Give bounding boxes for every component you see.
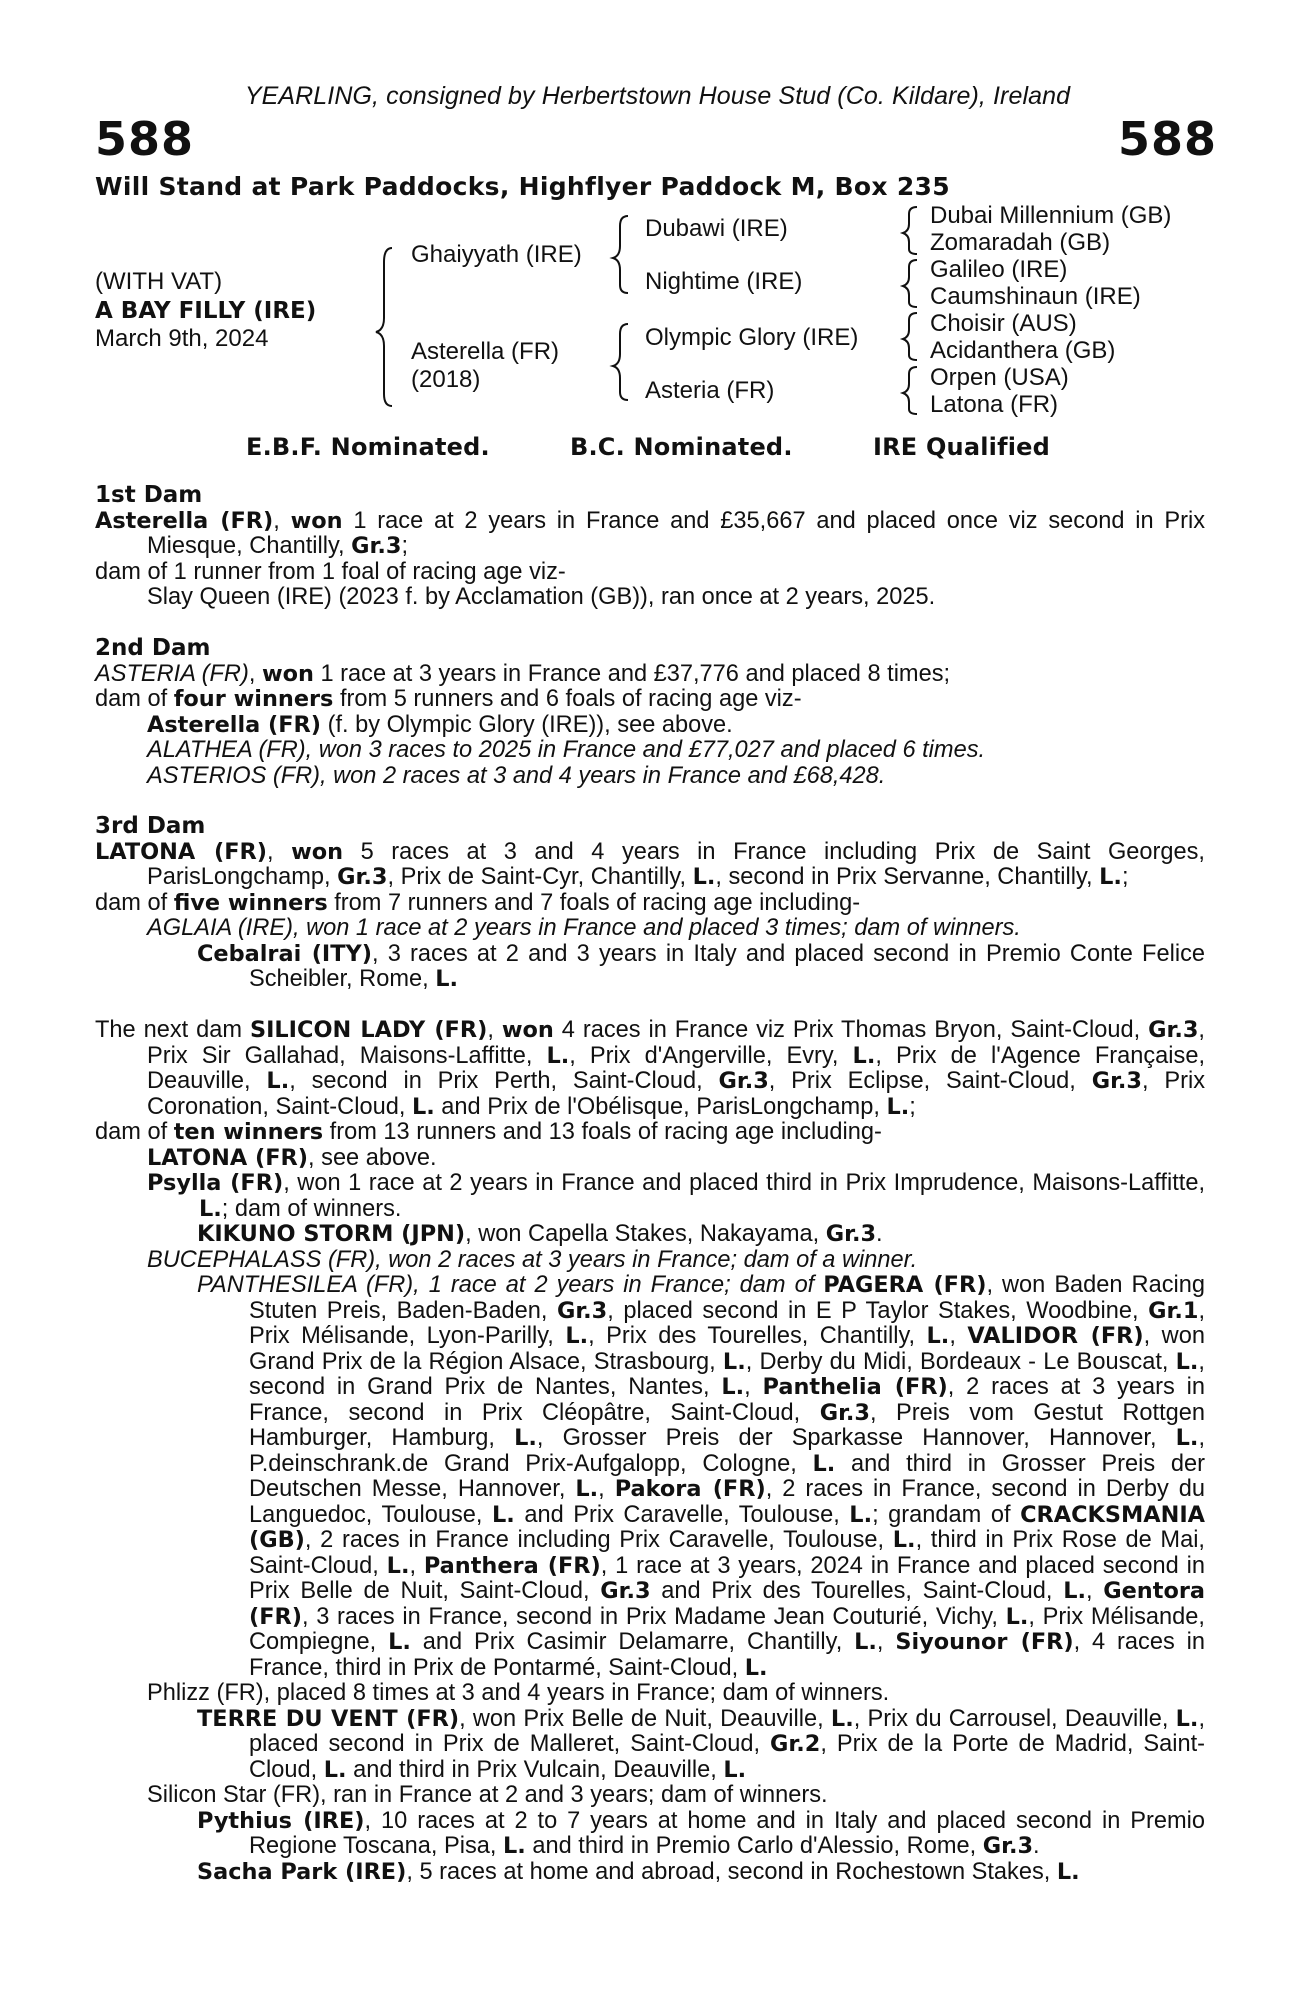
race-text: , Prix Coronation, Saint-Cloud, bbox=[147, 1068, 1205, 1120]
produce-text: , see above. bbox=[308, 1144, 437, 1171]
produce-text: , won 1 race at 2 years in France and placed third in Prix Imprudence, Maisons-Laffitte, bbox=[283, 1170, 1205, 1196]
listed-badge: L. bbox=[199, 1195, 222, 1222]
listed-badge: L. bbox=[388, 1629, 411, 1655]
produce-silicon-star: Silicon Star (FR), ran in France at 2 and 3 years; dam of winners. bbox=[147, 1782, 828, 1808]
race-text: , second in Prix Servanne, Chantilly, bbox=[715, 864, 1100, 890]
listed-badge: L. bbox=[886, 1093, 910, 1120]
next-dam-section bbox=[95, 1018, 1205, 1885]
first-dam-text-end: ; bbox=[401, 533, 409, 559]
listed-badge: L. bbox=[1099, 864, 1122, 890]
produce-kikuno-storm bbox=[95, 1222, 1205, 1248]
grade-badge: Gr.3 bbox=[1091, 1068, 1142, 1094]
dam-dam: Asteria (FR) bbox=[645, 377, 775, 404]
produce-text: . bbox=[876, 1221, 883, 1247]
next-dam-won: won bbox=[501, 1017, 554, 1043]
race-text: ; bbox=[1121, 864, 1129, 890]
ebf-nominated: E.B.F. Nominated. bbox=[246, 433, 490, 461]
horse-dob: March 9th, 2024 bbox=[95, 325, 269, 352]
listed-badge: L. bbox=[411, 1093, 435, 1120]
produce-psylla bbox=[95, 1171, 1205, 1222]
produce-text: , 1 race at 2 years in France; dam of bbox=[413, 1272, 824, 1298]
produce-cebalrai bbox=[95, 942, 1205, 993]
produce-asterella bbox=[95, 713, 1205, 739]
race-text: , bbox=[744, 1374, 763, 1400]
gen3-4: Caumshinaun (IRE) bbox=[930, 283, 1141, 310]
third-dam-section bbox=[95, 814, 1205, 993]
produce-name: Gentora (FR) bbox=[249, 1578, 1205, 1630]
listed-badge: L. bbox=[503, 1833, 526, 1859]
race-text: , Prix de Saint-Cyr, Chantilly, bbox=[387, 864, 693, 890]
dam-of-text-end: from 5 runners and 6 foals of racing age viz- bbox=[333, 686, 802, 712]
listed-badge: L. bbox=[812, 1450, 836, 1477]
produce-name: Siyounor (FR) bbox=[895, 1629, 1074, 1655]
third-dam-record: LATONA (FR), won 5 races at 3 and 4 years in France including Prix de Saint Georges, ParisLongchamp, Gr.3, Prix de Saint-Cyr, Chantilly, L., second in Prix Servanne, Chantilly, L.; bbox=[95, 838, 1205, 890]
race-text: , Grosser Preis der Sparkasse Hannover, Hannover, bbox=[536, 1425, 1176, 1451]
produce-name: Sacha Park (IRE) bbox=[197, 1858, 407, 1885]
listed-badge: L. bbox=[1056, 1858, 1080, 1885]
race-text: , Prix d'Angerville, Evry, bbox=[569, 1042, 853, 1069]
listed-badge: L. bbox=[1175, 1348, 1199, 1375]
race-text: and Prix des Tourelles, Saint-Cloud, bbox=[650, 1578, 1064, 1604]
gen3-3: Galileo (IRE) bbox=[930, 256, 1068, 283]
race-text: , second in Grand Prix de Nantes, Nantes, bbox=[249, 1348, 1205, 1400]
dam-of-text-end: from 7 runners and 7 foals of racing age including- bbox=[327, 889, 861, 916]
produce-name: AGLAIA (IRE) bbox=[147, 915, 293, 941]
produce-text: , won 1 race at 2 years in France and placed 3 times; dam of winners. bbox=[292, 915, 1021, 941]
grade-badge: Gr.3 bbox=[1148, 1017, 1199, 1043]
grade-badge: Gr.1 bbox=[1148, 1297, 1199, 1324]
first-dam-won: won bbox=[290, 507, 343, 534]
race-text: , 2 races in France, second in Derby du Languedoc, Toulouse, bbox=[249, 1476, 1205, 1528]
consignment-line: YEARLING, consigned by Herbertstown House Stud (Co. Kildare), Ireland bbox=[244, 82, 1071, 110]
produce-text: , 3 races at 2 and 3 years in Italy and placed second in Premio Conte Felice Scheibler, Rome, bbox=[249, 940, 1205, 992]
first-dam-name: Asterella (FR) bbox=[95, 507, 274, 534]
produce-name: Panthelia (FR) bbox=[762, 1374, 948, 1400]
third-dam-dam-of bbox=[95, 891, 1205, 917]
produce-name: Pythius (IRE) bbox=[197, 1807, 365, 1834]
grade-badge: Gr.3 bbox=[337, 864, 388, 890]
produce-name: Pakora (FR) bbox=[614, 1476, 766, 1502]
race-text: , bbox=[1085, 1578, 1104, 1604]
gen3-7: Orpen (USA) bbox=[930, 364, 1069, 391]
next-dam-record: The next dam SILICON LADY (FR), won 4 races in France viz Prix Thomas Bryon, Saint-Cloud, Gr.3, Prix Sir Gallahad, Maisons-Laffitte, L., Prix d'Angerville, Evry, L., Prix de l'Agence Française, Deauville, L., second in Prix Perth, Saint-Cloud, Gr.3, Prix Eclipse, Saint-Cloud, Gr.3, Prix Coronation, Saint-Cloud, L. and Prix de l'Obélisque, ParisLongchamp, L.; bbox=[95, 1017, 1205, 1120]
race-text: , Prix du Carrousel, Deauville, bbox=[853, 1705, 1176, 1732]
race-text: . bbox=[1033, 1833, 1040, 1859]
brace-g4 bbox=[903, 367, 917, 414]
gen3-6: Acidanthera (GB) bbox=[930, 337, 1116, 364]
listed-badge: L. bbox=[892, 1527, 916, 1553]
produce-name: VALIDOR (FR) bbox=[967, 1323, 1144, 1349]
first-dam-section bbox=[95, 483, 1205, 611]
produce-name: PAGERA (FR) bbox=[823, 1272, 987, 1298]
listed-badge: L. bbox=[266, 1068, 290, 1094]
second-dam-text: 1 race at 3 years in France and £37,776 and placed 8 times; bbox=[313, 660, 951, 687]
listed-badge: L. bbox=[1175, 1705, 1199, 1732]
produce-name: PANTHESILEA (FR) bbox=[197, 1272, 414, 1298]
produce-aglaia bbox=[95, 916, 1205, 942]
second-dam-won: won bbox=[261, 660, 314, 687]
gen3-8: Latona (FR) bbox=[930, 391, 1059, 418]
grade-badge: Gr.3 bbox=[600, 1578, 651, 1604]
listed-badge: L. bbox=[830, 1705, 854, 1732]
produce-panthesilea bbox=[95, 1273, 1205, 1681]
race-text: and third in Premio Carlo d'Alessio, Rome, bbox=[525, 1833, 983, 1859]
brace-dam bbox=[613, 324, 628, 400]
produce-text: ; dam of winners. bbox=[221, 1195, 402, 1222]
produce-name: ASTERIOS (FR) bbox=[147, 762, 321, 789]
produce-text: , won 2 races at 3 and 4 years in France and £68,428. bbox=[320, 762, 886, 789]
race-text: , 2 races in France including Prix Caravelle, Toulouse, bbox=[304, 1527, 893, 1553]
race-text: , Prix Mélisande, Lyon-Parilly, bbox=[249, 1297, 1205, 1349]
produce-name: ALATHEA (FR) bbox=[147, 737, 306, 763]
second-dam-section bbox=[95, 636, 1205, 789]
horse-name: A BAY FILLY (IRE) bbox=[95, 298, 317, 324]
next-dam-dam-of bbox=[95, 1120, 1205, 1146]
brace-main bbox=[376, 248, 392, 406]
listed-badge: L. bbox=[854, 1629, 877, 1655]
winners-count: five winners bbox=[173, 889, 328, 916]
lot-number-left: 588 bbox=[95, 112, 195, 166]
listed-badge: L. bbox=[546, 1042, 570, 1069]
listed-badge: L. bbox=[722, 1348, 746, 1375]
race-text: and Prix Caravelle, Toulouse, bbox=[514, 1501, 850, 1528]
produce-pythius bbox=[95, 1809, 1205, 1860]
lot-number-right: 588 bbox=[1118, 112, 1218, 166]
grade-badge: Gr.3 bbox=[982, 1833, 1034, 1859]
race-text: , Prix des Tourelles, Chantilly, bbox=[588, 1323, 927, 1349]
race-text: ; grandam of bbox=[872, 1501, 1021, 1528]
third-dam-heading: 3rd Dam bbox=[95, 813, 206, 839]
sire-name: Ghaiyyath (IRE) bbox=[411, 241, 582, 268]
produce-name: Panthera (FR) bbox=[423, 1552, 601, 1579]
winners-count: four winners bbox=[173, 686, 334, 712]
listed-badge: L. bbox=[852, 1042, 876, 1069]
grade-badge: Gr.3 bbox=[825, 1221, 877, 1247]
listed-badge: L. bbox=[323, 1756, 347, 1783]
dam-year: (2018) bbox=[411, 366, 481, 393]
race-text: , won Prix Belle de Nuit, Deauville, bbox=[459, 1705, 831, 1732]
race-text: and Prix de l'Obélisque, ParisLongchamp, bbox=[434, 1093, 887, 1120]
sire-dam: Nightime (IRE) bbox=[645, 268, 803, 295]
first-dam-dam-of: dam of 1 runner from 1 foal of racing age viz- bbox=[95, 558, 566, 585]
second-dam-dam-of bbox=[95, 687, 1205, 713]
listed-badge: L. bbox=[435, 966, 458, 992]
listed-badge: L. bbox=[575, 1476, 599, 1502]
race-text: and Prix Casimir Delamarre, Chantilly, bbox=[410, 1629, 855, 1655]
race-text: , bbox=[876, 1629, 896, 1655]
race-text: , 2 races at 3 years in France, second in Prix Cléopâtre, Saint-Cloud, bbox=[249, 1374, 1205, 1426]
listed-badge: L. bbox=[723, 1756, 747, 1783]
listed-badge: L. bbox=[849, 1501, 873, 1528]
second-dam-heading: 2nd Dam bbox=[95, 635, 211, 661]
produce-alathea bbox=[95, 738, 1205, 764]
produce-name: CRACKSMANIA (GB) bbox=[249, 1501, 1205, 1553]
produce-name: Cebalrai (ITY) bbox=[197, 940, 372, 967]
dam-of-text-end: from 13 runners and 13 foals of racing age including- bbox=[323, 1119, 882, 1145]
race-text: , Prix de l'Agence Française, Deauville, bbox=[147, 1042, 1205, 1094]
dam-of-text: dam of bbox=[95, 686, 174, 712]
listed-badge: L. bbox=[1005, 1603, 1029, 1630]
race-text: , P.deinschrank.de Grand Prix-Aufgalopp, Cologne, bbox=[249, 1425, 1205, 1477]
produce-name: TERRE DU VENT (FR) bbox=[197, 1705, 460, 1732]
race-text: , Preis vom Gestut Rottgen Hamburger, Hamburg, bbox=[249, 1399, 1205, 1451]
race-text: , Prix Sir Gallahad, Maisons-Laffitte, bbox=[147, 1017, 1205, 1069]
produce-bucephalass bbox=[95, 1248, 1205, 1274]
next-dam-name: SILICON LADY (FR) bbox=[249, 1017, 488, 1043]
produce-text: (f. by Olympic Glory (IRE)), see above. bbox=[321, 711, 733, 738]
vat-label: (WITH VAT) bbox=[95, 268, 223, 295]
winners-count: ten winners bbox=[173, 1119, 324, 1145]
race-text: , Derby du Midi, Bordeaux - Le Bouscat, bbox=[745, 1348, 1176, 1375]
race-text: , won Baden Racing Stuten Preis, Baden-Baden, bbox=[249, 1272, 1205, 1324]
race-text: 5 races at 3 and 4 years in France including Prix de Saint Georges, ParisLongchamp, bbox=[147, 838, 1205, 890]
grade-badge: Gr.3 bbox=[556, 1297, 608, 1324]
produce-latona bbox=[95, 1146, 1205, 1172]
listed-badge: L. bbox=[492, 1501, 515, 1528]
race-text: , Prix Eclipse, Saint-Cloud, bbox=[768, 1068, 1092, 1094]
race-text: , 4 races in France, third in Prix de Pontarmé, Saint-Cloud, bbox=[249, 1629, 1205, 1681]
gen3-5: Choisir (AUS) bbox=[930, 310, 1077, 337]
brace-g1 bbox=[903, 207, 917, 254]
race-text: , Prix de la Porte de Madrid, Saint-Cloud, bbox=[249, 1731, 1205, 1783]
first-dam-produce: Slay Queen (IRE) (2023 f. by Acclamation (GB)), ran once at 2 years, 2025. bbox=[147, 584, 936, 610]
race-text: , 5 races at home and abroad, second in Rochestown Stakes, bbox=[406, 1858, 1057, 1885]
stand-location: Will Stand at Park Paddocks, Highflyer Paddock M, Box 235 bbox=[95, 172, 950, 201]
produce-name: LATONA (FR) bbox=[147, 1144, 309, 1171]
grade-badge: Gr.2 bbox=[770, 1731, 821, 1757]
second-dam-name: ASTERIA (FR) bbox=[95, 660, 249, 687]
race-text: , placed second in Prix de Malleret, Saint-Cloud, bbox=[249, 1705, 1205, 1757]
grade-badge: Gr.3 bbox=[351, 533, 402, 559]
race-text: and third in Grosser Preis der Deutschen Messe, Hannover, bbox=[249, 1450, 1205, 1502]
race-text: , 10 races at 2 to 7 years at home and in Italy and placed second in Premio Regione Toscana, Pisa, bbox=[249, 1807, 1206, 1859]
race-text: and third in Prix Vulcain, Deauville, bbox=[346, 1756, 724, 1783]
race-text: , placed second in E P Taylor Stakes, Woodbine, bbox=[607, 1297, 1149, 1324]
brace-g3 bbox=[903, 313, 917, 360]
race-text: , bbox=[409, 1552, 424, 1579]
produce-text: , won 3 races to 2025 in France and £77,027 and placed 6 times. bbox=[305, 737, 986, 763]
race-text: ; bbox=[909, 1093, 916, 1120]
produce-terre-du-vent bbox=[95, 1707, 1205, 1784]
produce-phlizz: Phlizz (FR), placed 8 times at 3 and 4 years in France; dam of winners. bbox=[147, 1680, 890, 1706]
third-dam-won: won bbox=[291, 838, 344, 865]
produce-name: KIKUNO STORM (JPN) bbox=[197, 1221, 466, 1247]
first-dam-record: Asterella (FR), won 1 race at 2 years in France and £35,667 and placed once viz second in Prix Miesque, Chantilly, Gr.3; bbox=[95, 507, 1205, 559]
race-text: , second in Prix Perth, Saint-Cloud, bbox=[289, 1068, 719, 1094]
produce-text: , won Capella Stakes, Nakayama, bbox=[465, 1221, 826, 1247]
produce-sacha-park bbox=[95, 1860, 1205, 1886]
listed-badge: L. bbox=[565, 1323, 589, 1349]
listed-badge: L. bbox=[386, 1552, 410, 1579]
third-dam-name: LATONA (FR) bbox=[95, 838, 268, 865]
first-dam-text: 1 race at 2 years in France and £35,667 and placed once viz second in Prix Miesque, Chantilly, bbox=[147, 507, 1205, 559]
dam-of-text: dam of bbox=[95, 1119, 174, 1145]
produce-name: BUCEPHALASS (FR) bbox=[147, 1246, 376, 1273]
listed-badge: L. bbox=[692, 864, 716, 890]
dam-sire: Olympic Glory (IRE) bbox=[645, 324, 859, 351]
produce-asterios bbox=[95, 764, 1205, 790]
ire-qualified: IRE Qualified bbox=[873, 433, 1051, 461]
bc-nominated: B.C. Nominated. bbox=[570, 433, 793, 461]
race-text: , bbox=[949, 1323, 968, 1349]
second-dam-record: ASTERIA (FR), won 1 race at 3 years in France and £37,776 and placed 8 times; bbox=[95, 660, 951, 687]
listed-badge: L. bbox=[514, 1425, 537, 1451]
race-text: , won Grand Prix de la Région Alsace, Strasbourg, bbox=[249, 1323, 1205, 1375]
next-dam-intro: The next dam bbox=[95, 1017, 250, 1043]
listed-badge: L. bbox=[744, 1654, 768, 1681]
listed-badge: L. bbox=[1175, 1425, 1199, 1451]
gen3-2: Zomaradah (GB) bbox=[930, 229, 1111, 256]
dam-of-text: dam of bbox=[95, 889, 174, 916]
dam-name: Asterella (FR) bbox=[411, 338, 560, 365]
brace-sire bbox=[613, 216, 628, 293]
race-text: , 1 race at 3 years, 2024 in France and placed second in Prix Belle de Nuit, Saint-Cloud, bbox=[249, 1552, 1205, 1604]
sire-sire: Dubawi (IRE) bbox=[645, 215, 788, 242]
produce-text: , won 2 races at 3 years in France; dam of a winner. bbox=[375, 1246, 918, 1273]
produce-name: Asterella (FR) bbox=[147, 711, 322, 738]
produce-name: Psylla (FR) bbox=[147, 1170, 284, 1196]
race-text: , third in Prix Rose de Mai, Saint-Cloud, bbox=[249, 1527, 1205, 1579]
listed-badge: L. bbox=[1063, 1578, 1086, 1604]
first-dam-heading: 1st Dam bbox=[95, 482, 203, 508]
race-text: , bbox=[598, 1476, 615, 1502]
listed-badge: L. bbox=[721, 1374, 745, 1400]
grade-badge: Gr.3 bbox=[718, 1068, 769, 1094]
gen3-1: Dubai Millennium (GB) bbox=[930, 202, 1172, 229]
race-text: , 3 races in France, second in Prix Madame Jean Couturié, Vichy, bbox=[302, 1603, 1006, 1630]
brace-g2 bbox=[903, 260, 917, 307]
race-text: 4 races in France viz Prix Thomas Bryon, Saint-Cloud, bbox=[553, 1017, 1149, 1043]
listed-badge: L. bbox=[926, 1323, 950, 1349]
race-text: , Prix Mélisande, Compiegne, bbox=[249, 1603, 1205, 1655]
grade-badge: Gr.3 bbox=[819, 1399, 871, 1426]
